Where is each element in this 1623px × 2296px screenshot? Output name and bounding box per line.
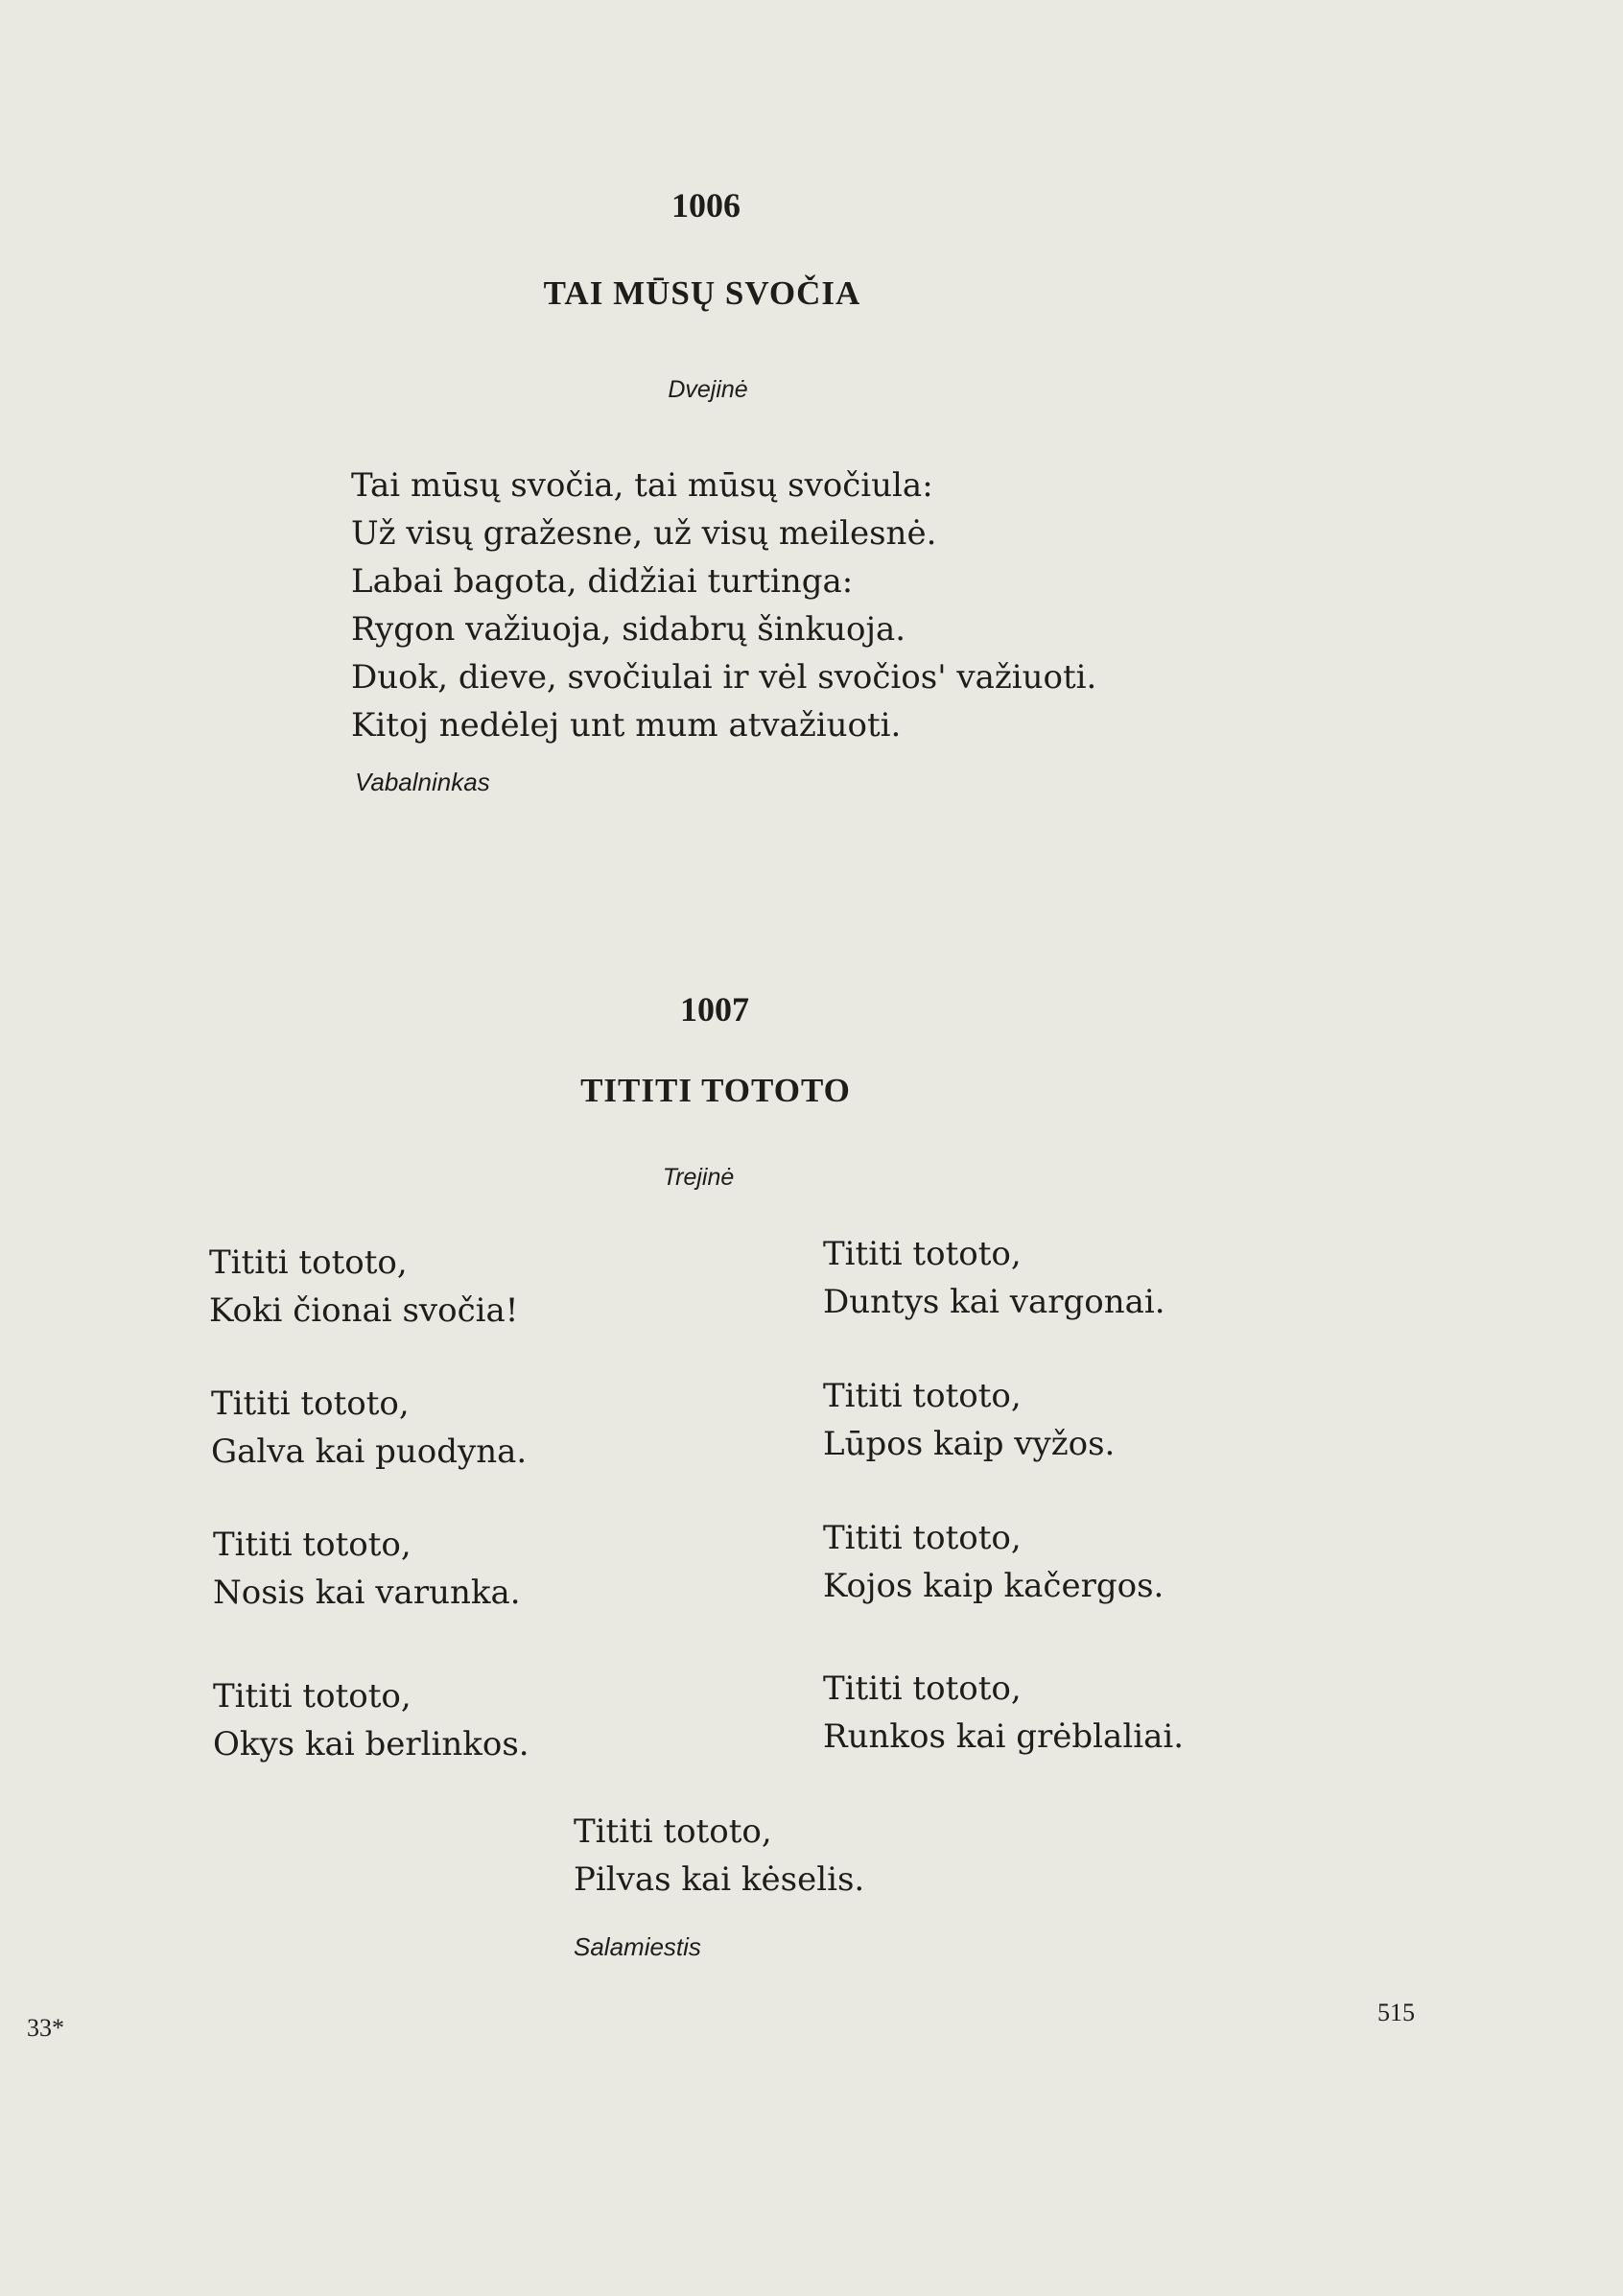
lyric-line: Tai mūsų svočia, tai mūsų svočiula: [351, 466, 933, 505]
lyric-line: Runkos kai grėblaliai. [823, 1717, 1185, 1756]
lyric-line: Tititi tototo, [823, 1235, 1022, 1273]
lyric-line: Duok, dieve, svočiulai ir vėl svočios' važiuoti. [351, 658, 1097, 697]
song-lyrics-1006 [351, 462, 1096, 749]
stanza-left-4 [213, 1672, 529, 1768]
lyric-line: Koki čionai svočia! [209, 1291, 519, 1330]
stanza-right-3 [823, 1514, 1164, 1610]
lyric-line: Tititi tototo, [574, 1812, 772, 1851]
page-number: 515 [1377, 1999, 1415, 2026]
lyric-line: Kojos kaip kačergos. [823, 1567, 1164, 1605]
stanza-right-4 [823, 1665, 1184, 1761]
stanza-left-2 [211, 1380, 527, 1476]
song-place-1007: Salamiestis [574, 1932, 701, 1961]
lyric-line: Lūpos kaip vyžos. [823, 1425, 1116, 1463]
lyric-line: Tititi tototo, [213, 1526, 412, 1564]
stanza-final [574, 1808, 864, 1904]
stanza-right-2 [823, 1372, 1115, 1468]
lyric-line: Pilvas kai kėselis. [574, 1860, 865, 1899]
lyric-line: Galva kai puodyna. [211, 1432, 528, 1471]
song-number-1006: 1006 [671, 186, 741, 225]
lyric-line: Už visų gražesne, už visų meilesnė. [351, 514, 937, 553]
song-subtitle-1007: Trejinė [662, 1164, 735, 1191]
stanza-left-3 [213, 1521, 521, 1617]
song-number-1007: 1007 [680, 990, 749, 1029]
lyric-line: Tititi tototo, [213, 1677, 412, 1716]
lyric-line: Rygon važiuoja, sidabrų šinkuoja. [351, 610, 906, 649]
lyric-line: Tititi tototo, [211, 1385, 410, 1423]
song-title-1007: TITITI TOTOTO [580, 1072, 851, 1109]
lyric-line: Tititi tototo, [209, 1243, 408, 1282]
lyric-line: Tititi tototo, [823, 1669, 1022, 1708]
lyric-line: Labai bagota, didžiai turtinga: [351, 562, 854, 601]
signature-mark: 33* [27, 2014, 64, 2042]
lyric-line: Tititi tototo, [823, 1519, 1022, 1557]
song-title-1006: TAI MŪSŲ SVOČIA [543, 274, 861, 312]
song-place-1006: Vabalninkas [355, 768, 490, 796]
lyric-line: Tititi tototo, [823, 1377, 1022, 1415]
lyric-line: Kitoj nedėlej unt mum atvažiuoti. [351, 706, 902, 745]
lyric-line: Duntys kai vargonai. [823, 1283, 1165, 1321]
stanza-right-1 [823, 1230, 1165, 1326]
lyric-line: Nosis kai varunka. [213, 1574, 521, 1612]
lyric-line: Okys kai berlinkos. [213, 1725, 529, 1763]
song-subtitle-1006: Dvejinė [668, 376, 748, 403]
stanza-left-1 [209, 1239, 518, 1335]
